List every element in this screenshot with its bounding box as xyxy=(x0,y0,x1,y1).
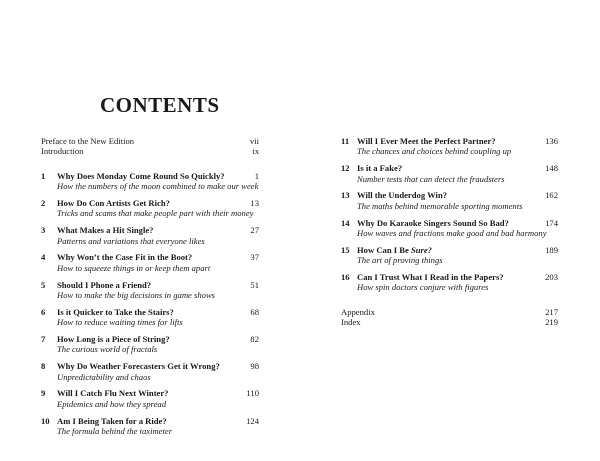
chapter-title: Why Do Karaoke Singers Sound So Bad? xyxy=(357,217,509,228)
toc-back-entry xyxy=(341,307,558,317)
page-title: CONTENTS xyxy=(100,93,220,117)
entry-label: Index xyxy=(341,317,361,328)
chapter-title: Why Do Weather Forecasters Get it Wrong? xyxy=(57,361,220,372)
entry-page: vii xyxy=(249,136,259,146)
chapter-title: Can I Trust What I Read in the Papers? xyxy=(357,272,504,283)
chapter-subtitle: How the numbers of the moon combined to make our week xyxy=(57,181,259,192)
entry-label: Preface to the New Edition xyxy=(41,136,135,146)
toc-back-entry xyxy=(341,317,558,327)
entry-label: Introduction xyxy=(41,146,84,157)
chapter-title: Why Does Monday Come Round So Quickly? xyxy=(57,170,225,181)
chapter-page: 98 xyxy=(250,361,259,372)
chapter-number: 7 xyxy=(41,334,46,345)
toc-chapter-entry xyxy=(41,334,259,355)
back-matter xyxy=(341,307,558,328)
chapter-subtitle: The curious world of fractals xyxy=(57,344,158,355)
toc-chapter-entry xyxy=(41,416,259,437)
chapter-subtitle: How waves and fractions make good and bad harmony xyxy=(357,228,547,239)
entry-label: Appendix xyxy=(341,306,375,317)
front-matter xyxy=(41,136,259,157)
chapter-page: 82 xyxy=(250,334,259,345)
chapter-subtitle: Tricks and scams that make people part with their money xyxy=(57,208,254,219)
chapter-subtitle: Unpredictability and chaos xyxy=(57,371,151,382)
chapter-title: Will I Ever Meet the Perfect Partner? xyxy=(357,136,496,146)
chapter-number: 4 xyxy=(41,252,46,263)
chapter-page: 37 xyxy=(250,252,259,263)
chapter-subtitle: How to reduce waiting times for lifts xyxy=(57,317,183,328)
chapter-title: Should I Phone a Friend? xyxy=(57,279,152,290)
entry-page: 219 xyxy=(545,317,558,328)
toc-chapter-entry xyxy=(41,280,259,301)
entry-page: ix xyxy=(252,146,259,157)
chapter-page: 68 xyxy=(250,306,259,317)
toc-chapter-entry xyxy=(341,218,558,239)
chapter-number: 3 xyxy=(41,225,46,236)
chapter-title: Is it Quicker to Take the Stairs? xyxy=(57,306,174,317)
chapter-subtitle: How to make the big decisions in game shows xyxy=(57,290,216,301)
toc-chapter-entry xyxy=(341,163,558,184)
chapter-title: Will the Underdog Win? xyxy=(357,190,448,201)
chapter-title: Will I Catch Flu Next Winter? xyxy=(57,388,169,399)
chapter-page: 124 xyxy=(246,415,259,426)
toc-chapter-entry xyxy=(341,190,558,211)
chapter-title: How Long is a Piece of String? xyxy=(57,334,170,345)
entry-page: 217 xyxy=(545,306,558,317)
chapter-subtitle: The art of proving things xyxy=(357,255,443,266)
toc-chapter-entry xyxy=(41,307,259,328)
chapter-number: 8 xyxy=(41,361,46,372)
toc-chapter-entry xyxy=(41,388,259,409)
chapter-page: 136 xyxy=(545,136,558,146)
chapter-subtitle: The formula behind the taximeter xyxy=(57,426,173,437)
chapter-page: 27 xyxy=(250,225,259,236)
toc-chapter-entry xyxy=(41,198,259,219)
chapter-subtitle: How spin doctors conjure with figures xyxy=(357,282,489,293)
toc-chapter-entry xyxy=(341,272,558,293)
chapter-subtitle: Patterns and variations that everyone likes xyxy=(57,235,205,246)
chapter-number: 6 xyxy=(41,306,46,317)
chapter-page: 148 xyxy=(545,163,558,174)
toc-left-column xyxy=(41,136,259,443)
toc-right-column xyxy=(341,136,558,342)
toc-chapter-entry xyxy=(41,252,259,273)
chapter-number: 11 xyxy=(341,136,350,146)
chapter-page: 189 xyxy=(545,244,558,255)
chapter-number: 10 xyxy=(41,415,50,426)
chapter-page: 1 xyxy=(254,170,259,181)
chapter-title: Is it a Fake? xyxy=(357,163,403,174)
toc-chapter-entry xyxy=(341,245,558,266)
chapter-number: 14 xyxy=(341,217,350,228)
chapter-page: 203 xyxy=(545,272,558,283)
chapter-subtitle: Epidemics and how they spread xyxy=(57,398,166,409)
chapter-title: What Makes a Hit Single? xyxy=(57,225,154,236)
chapter-number: 12 xyxy=(341,163,350,174)
chapter-page: 110 xyxy=(246,388,259,399)
chapter-subtitle: Number tests that can detect the fraudsters xyxy=(357,173,505,184)
chapter-title: Why Won’t the Case Fit in the Boot? xyxy=(57,252,193,263)
chapter-page: 13 xyxy=(250,198,259,209)
chapter-subtitle: The maths behind memorable sporting moments xyxy=(357,200,523,211)
chapter-title xyxy=(357,245,536,255)
chapter-number: 15 xyxy=(341,244,350,255)
toc-chapter-entry xyxy=(41,361,259,382)
toc-chapter-entry xyxy=(341,136,558,157)
toc-chapter-entry xyxy=(41,171,259,192)
chapter-number: 16 xyxy=(341,272,350,283)
chapter-page: 51 xyxy=(250,279,259,290)
chapter-subtitle: How to squeeze things in or keep them apart xyxy=(57,262,211,273)
toc-front-entry xyxy=(41,146,259,156)
chapter-number: 13 xyxy=(341,190,350,201)
chapter-number: 1 xyxy=(41,170,46,181)
chapter-page: 162 xyxy=(545,190,558,201)
chapter-page: 174 xyxy=(545,217,558,228)
chapter-number: 2 xyxy=(41,198,46,209)
chapter-title-italic: Sure? xyxy=(410,244,432,255)
toc-chapter-entry xyxy=(41,225,259,246)
chapter-title-text: How Can I Be xyxy=(357,244,411,255)
chapter-number: 9 xyxy=(41,388,46,399)
toc-front-entry xyxy=(41,136,259,146)
chapter-title: Am I Being Taken for a Ride? xyxy=(57,415,167,426)
chapter-subtitle: The chances and choices behind coupling up xyxy=(357,146,512,157)
chapter-number: 5 xyxy=(41,279,46,290)
chapter-title: How Do Con Artists Get Rich? xyxy=(57,198,170,209)
